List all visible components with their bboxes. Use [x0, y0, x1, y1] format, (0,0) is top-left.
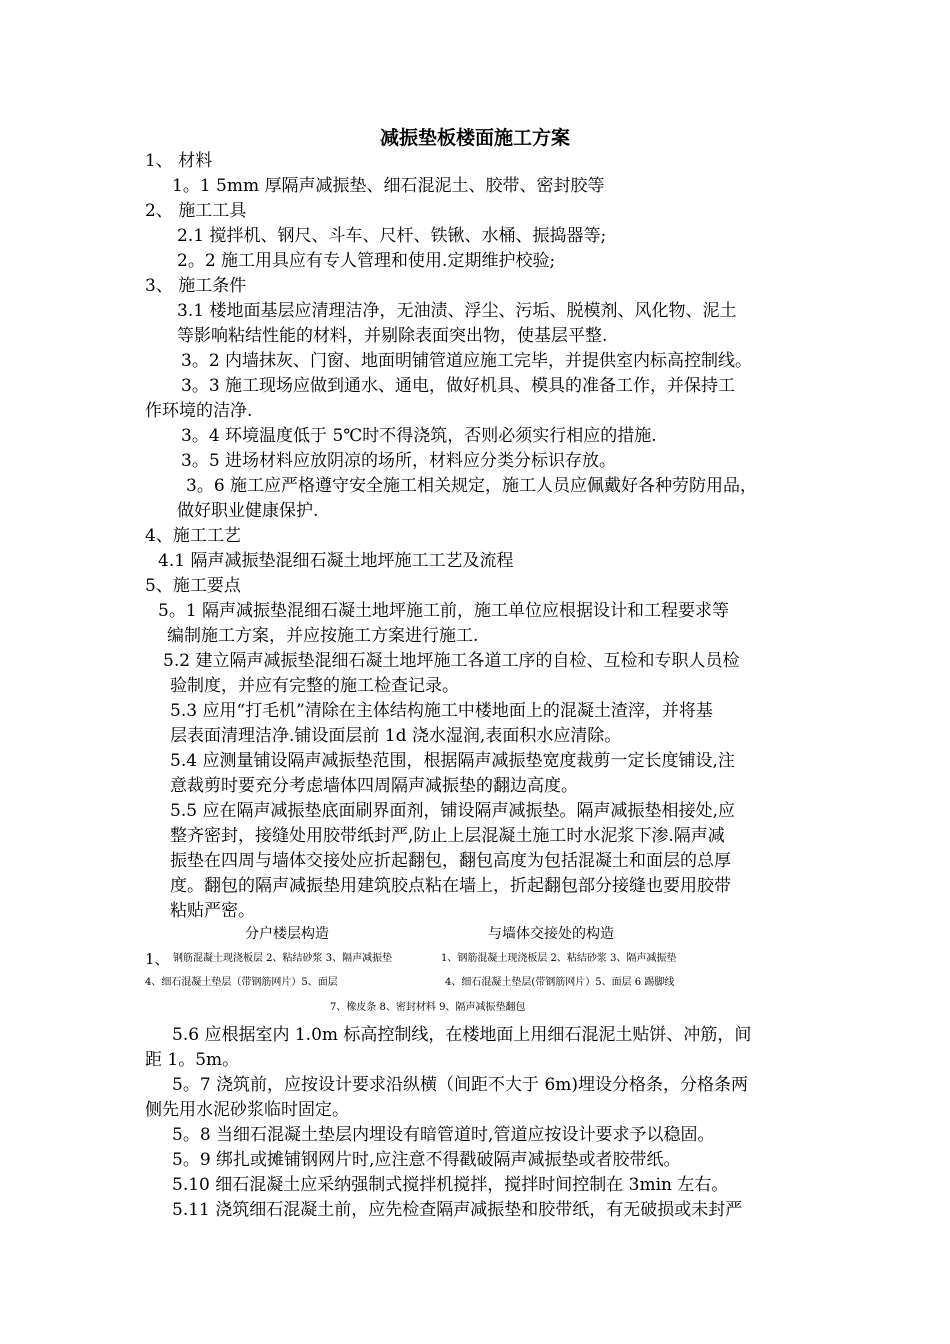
text-line: 5.10 细石混凝土应采纳强制式搅拌机搅拌，搅拌时间控制在 3min 左右。: [172, 1175, 729, 1195]
text-line: 振垫在四周与墙体交接处应折起翻包，翻包高度为包括混凝土和面层的总厚: [170, 851, 731, 871]
text-line: 5.3 应用“打毛机”清除在主体结构施工中楼地面上的混凝土渣滓，并将基: [170, 701, 713, 721]
legend-text: 4、细石混凝土垫层（带钢筋网片）5、面层: [145, 977, 338, 988]
section-heading-materials: 1、 材料: [145, 151, 213, 171]
legend-text: 钢筋混凝土现浇板层 2、粘结砂浆 3、隔声减振垫: [173, 953, 393, 964]
text-line: 等影响粘结性能的材料，并剔除表面突出物，使基层平整.: [177, 326, 608, 346]
figure-caption-floor: 分户楼层构造: [245, 926, 329, 942]
text-line: 层表面清理洁净.铺设面层前 1d 浇水湿润,表面积水应清除。: [170, 726, 622, 746]
section-heading-tools: 2、 施工工具: [145, 201, 247, 221]
text-line: 5.6 应根据室内 1.0m 标高控制线，在楼地面上用细石混泥土贴饼、冲筋，间: [172, 1025, 752, 1045]
legend-number: 1、: [145, 950, 170, 968]
legend-text: 4、细石混凝土垫层(带钢筋网片）5、面层 6 踢脚线: [445, 977, 675, 988]
text-line: 5。9 绑扎或摊铺钢网片时,应注意不得戳破隔声减振垫或者胶带纸。: [172, 1150, 681, 1170]
text-line: 5。7 浇筑前，应按设计要求沿纵横（间距不大于 6m)埋设分格条，分格条两: [172, 1075, 749, 1095]
text-line: 作环境的洁净.: [145, 401, 253, 421]
text-line: 验制度，并应有完整的施工检查记录。: [170, 676, 459, 696]
text-line: 3。5 进场材料应放阴凉的场所，材料应分类分标识存放。: [181, 451, 617, 471]
text-line: 5.5 应在隔声减振垫底面刷界面剂，铺设隔声减振垫。隔声减振垫相接处,应: [170, 801, 735, 821]
text-line: 3。3 施工现场应做到通水、通电，做好机具、模具的准备工作，并保持工: [181, 376, 736, 396]
text-line: 4.1 隔声减振垫混细石凝土地坪施工工艺及流程: [158, 551, 514, 571]
text-line: 意裁剪时要充分考虑墙体四周隔声减振垫的翻边高度。: [170, 776, 578, 796]
text-line: 粘贴严密。: [170, 901, 255, 921]
section-heading-process: 4、施工工艺: [145, 526, 241, 546]
document-title: 减振垫板楼面施工方案: [379, 127, 570, 149]
text-line: 3。2 内墙抹灰、门窗、地面明铺管道应施工完毕，并提供室内标高控制线。: [181, 351, 753, 371]
text-line: 5。1 隔声减振垫混细石凝土地坪施工前，施工单位应根据设计和工程要求等: [158, 601, 730, 621]
text-line: 1。1 5mm 厚隔声减振垫、细石混泥土、胶带、密封胶等: [172, 176, 605, 196]
section-heading-conditions: 3、 施工条件: [145, 276, 247, 296]
text-line: 整齐密封，接缝处用胶带纸封严,防止上层混凝土施工时水泥浆下渗.隔声减: [170, 826, 725, 846]
text-line: 3。4 环境温度低于 5℃时不得浇筑，否则必须实行相应的措施.: [181, 426, 657, 446]
text-line: 5.11 浇筑细石混凝土前，应先检查隔声减振垫和胶带纸，有无破损或未封严: [172, 1200, 743, 1220]
text-line: 侧先用水泥砂浆临时固定。: [145, 1100, 349, 1120]
text-line: 3。6 施工应严格遵守安全施工相关规定，施工人员应佩戴好各种劳防用品，: [186, 476, 758, 496]
text-line: 2.1 搅拌机、钢尺、斗车、尺杆、铁锹、水桶、振捣器等;: [177, 226, 607, 246]
text-line: 2。2 施工用具应有专人管理和使用.定期维护校验;: [177, 251, 556, 271]
legend-text: 1、钢筋混凝土现浇板层 2、粘结砂浆 3、隔声减振垫: [441, 953, 677, 964]
text-line: 编制施工方案，并应按施工方案进行施工.: [167, 626, 479, 646]
text-line: 度。翻包的隔声减振垫用建筑胶点粘在墙上，折起翻包部分接缝也要用胶带: [170, 876, 731, 896]
section-heading-key-points: 5、施工要点: [145, 576, 241, 596]
text-line: 5。8 当细石混凝土垫层内埋设有暗管道时,管道应按设计要求予以稳固。: [172, 1125, 715, 1145]
text-line: 5.2 建立隔声减振垫混细石凝土地坪施工各道工序的自检、互检和专职人员检: [163, 651, 740, 671]
figure-caption-wall-junction: 与墙体交接处的构造: [488, 926, 614, 942]
text-line: 5.4 应测量铺设隔声减振垫范围，根据隔声减振垫宽度裁剪一定长度铺设,注: [170, 751, 735, 771]
legend-text: 7、橡皮条 8、密封材料 9、隔声减振垫翻包: [330, 1002, 526, 1013]
text-line: 3.1 楼地面基层应清理洁净，无油渍、浮尘、污垢、脱模剂、风化物、泥土: [177, 301, 737, 321]
text-line: 做好职业健康保护.: [177, 501, 319, 521]
text-line: 距 1。5m。: [145, 1050, 240, 1070]
